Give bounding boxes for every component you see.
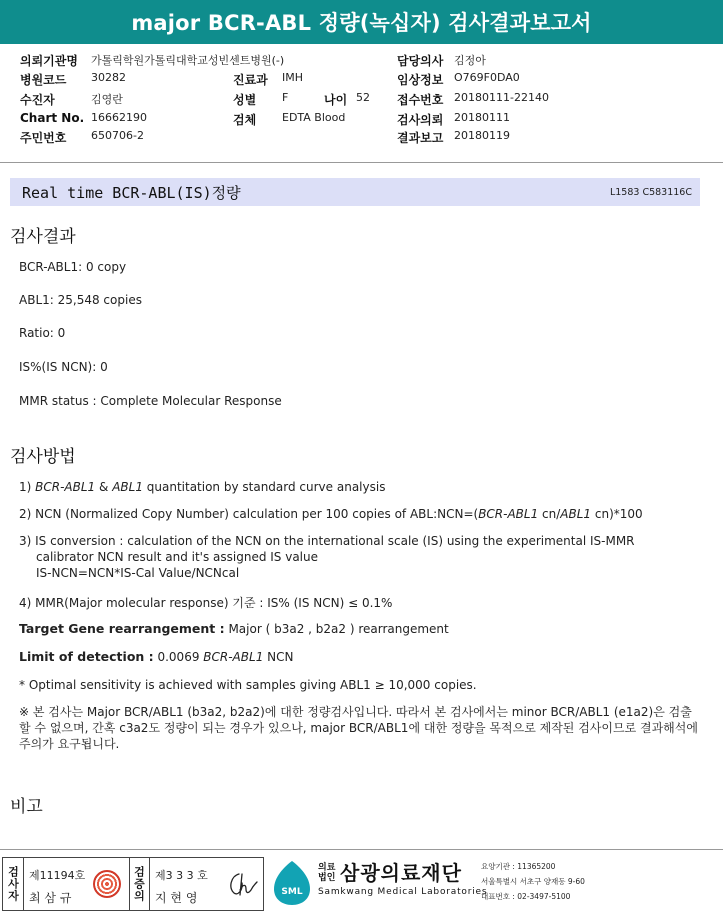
header-row-1 bbox=[0, 52, 723, 70]
institution-label: 의뢰기관명 bbox=[20, 54, 78, 68]
clinical-info-value: O769F0DA0 bbox=[454, 71, 520, 84]
test-section-title: Real time BCR-ABL(IS)정량 bbox=[22, 183, 241, 202]
handwritten-signature bbox=[225, 868, 259, 900]
results-heading: 검사결과 bbox=[10, 227, 76, 247]
examiner-license-no: 제11194호 bbox=[29, 869, 86, 882]
age-label: 나이 bbox=[324, 93, 348, 107]
dept-label: 진료과 bbox=[233, 73, 268, 87]
method-1 bbox=[19, 480, 385, 495]
test-caution-note: ※ 본 검사는 Major BCR/ABL1 (b3a2, b2a2)에 대한 정량검사입니다. 따라서 본 검사에서는 minor BCR/ABL1 (e1a2)은 검출할 수 없으며, 간혹 c3a2도 정량이 되는 경우가 있으나, major BCR/ABL1에 대한 정량을 목적으로 제작된 검사이므로 결과해석에 주의가 요구됩니다. bbox=[19, 705, 698, 751]
chart-no-label: Chart No. bbox=[20, 111, 85, 125]
lod-value-a: 0.0069 bbox=[153, 650, 204, 664]
header-row-2 bbox=[0, 71, 723, 89]
signature-box bbox=[2, 857, 264, 911]
hospital-code-label: 병원코드 bbox=[20, 73, 67, 87]
header-divider bbox=[0, 162, 723, 163]
specimen-value: EDTA Blood bbox=[282, 111, 346, 124]
remarks-heading: 비고 bbox=[10, 797, 43, 817]
id-number-label: 주민번호 bbox=[20, 131, 67, 145]
org-prefix: 의료법인 bbox=[318, 863, 336, 883]
doctor-value: 김정아 bbox=[454, 54, 486, 67]
org-name: 삼광의료재단 bbox=[340, 861, 462, 885]
method-2-text-c: cn)*100 bbox=[591, 507, 643, 521]
clinical-info-label: 임상정보 bbox=[397, 73, 444, 87]
method-1-gene-1: BCR-ABL1 bbox=[35, 480, 96, 494]
result-is-percent: IS%(IS NCN): 0 bbox=[19, 360, 108, 374]
sig-divider-1 bbox=[23, 858, 24, 910]
method-1-number: 1) bbox=[19, 480, 36, 494]
header-row-5 bbox=[0, 129, 723, 147]
method-1-gene-2: ABL1 bbox=[112, 480, 143, 494]
report-title: major BCR-ABL 정량(녹십자) 검사결과보고서 bbox=[0, 0, 723, 44]
approver-license-no: 제3 3 3 호 bbox=[155, 869, 208, 882]
dept-value: IMH bbox=[282, 71, 304, 84]
receipt-label: 접수번호 bbox=[397, 93, 444, 107]
org-phone: 대표번호 : 02-3497-5100 bbox=[481, 892, 571, 901]
limit-of-detection bbox=[19, 650, 293, 665]
sig-divider-3 bbox=[149, 858, 150, 910]
report-date-label: 결과보고 bbox=[397, 131, 444, 145]
patient-label: 수진자 bbox=[20, 93, 55, 107]
report-date-value: 20180119 bbox=[454, 129, 510, 142]
age-value: 52 bbox=[356, 91, 370, 104]
lod-value-b: NCN bbox=[263, 650, 294, 664]
sensitivity-note: * Optimal sensitivity is achieved with samples giving ABL1 ≥ 10,000 copies. bbox=[19, 678, 477, 692]
method-1-text: quantitation by standard curve analysis bbox=[142, 480, 386, 494]
target-gene-value: Major ( b3a2 , b2a2 ) rearrangement bbox=[224, 622, 449, 636]
sml-logo-text: SML bbox=[281, 887, 303, 897]
test-section-bar bbox=[10, 178, 700, 206]
id-number-value: 650706-2 bbox=[91, 129, 144, 142]
target-gene bbox=[19, 622, 449, 637]
approver-label-text: 검증의 bbox=[132, 866, 146, 902]
method-2-text-b: cn/ bbox=[538, 507, 561, 521]
org-english-name: Samkwang Medical Laboratories bbox=[318, 887, 488, 897]
method-4: 4) MMR(Major molecular response) 기준 : IS% (IS NCN) ≤ 0.1% bbox=[19, 596, 393, 610]
method-2 bbox=[19, 507, 643, 522]
org-address: 서울특별시 서초구 양재동 9-60 bbox=[481, 877, 585, 886]
method-3-line-2: calibrator NCN result and it's assigned IS value bbox=[36, 550, 318, 564]
doctor-label: 담당의사 bbox=[397, 54, 444, 68]
header-row-3 bbox=[0, 91, 723, 109]
hospital-code-value: 30282 bbox=[91, 71, 126, 84]
chart-no-value: 16662190 bbox=[91, 111, 147, 124]
request-date-label: 검사의뢰 bbox=[397, 113, 444, 127]
request-date-value: 20180111 bbox=[454, 111, 510, 124]
method-3-line-1: 3) IS conversion : calculation of the NCN on the international scale (IS) using the experimental IS-MMR bbox=[19, 534, 635, 548]
result-bcr-abl1: BCR-ABL1: 0 copy bbox=[19, 260, 127, 274]
official-seal bbox=[93, 870, 121, 898]
patient-value: 김영란 bbox=[91, 93, 123, 106]
method-1-amp: & bbox=[95, 480, 113, 494]
method-2-text-a: 2) NCN (Normalized Copy Number) calculation per 100 copies of ABL:NCN=( bbox=[19, 507, 479, 521]
method-3-line-3: IS-NCN=NCN*IS-Cal Value/NCNcal bbox=[36, 566, 240, 580]
approver-label bbox=[129, 858, 149, 910]
receipt-value: 20180111-22140 bbox=[454, 91, 549, 104]
target-gene-label: Target Gene rearrangement : bbox=[19, 621, 225, 636]
method-2-gene-2: ABL1 bbox=[560, 507, 592, 521]
patient-header bbox=[0, 48, 723, 158]
org-code: 요양기관 : 11365200 bbox=[481, 862, 556, 871]
institution-value: 가톨릭학원가톨릭대학교성빈센트병원(-) bbox=[91, 54, 285, 67]
specimen-label: 검체 bbox=[233, 113, 257, 127]
sex-value: F bbox=[282, 91, 289, 104]
lod-gene: BCR-ABL1 bbox=[203, 650, 264, 664]
result-ratio: Ratio: 0 bbox=[19, 326, 66, 340]
footer-divider bbox=[0, 849, 723, 850]
header-row-4 bbox=[0, 111, 723, 129]
sex-label: 성별 bbox=[233, 93, 257, 107]
result-abl1: ABL1: 25,548 copies bbox=[19, 293, 142, 307]
methods-heading: 검사방법 bbox=[10, 447, 76, 467]
examiner-label-text: 검사자 bbox=[6, 866, 20, 902]
test-code: L1583 C583116C bbox=[609, 186, 692, 198]
examiner-name: 최 삼 규 bbox=[29, 891, 72, 905]
report-footer bbox=[0, 855, 723, 911]
method-2-gene-1: BCR-ABL1 bbox=[478, 507, 539, 521]
lod-label: Limit of detection : bbox=[19, 649, 154, 664]
examiner-label bbox=[3, 858, 23, 910]
approver-name: 지 현 영 bbox=[155, 891, 198, 905]
result-mmr-status: MMR status : Complete Molecular Response bbox=[19, 394, 282, 408]
sml-logo-icon bbox=[270, 859, 314, 907]
